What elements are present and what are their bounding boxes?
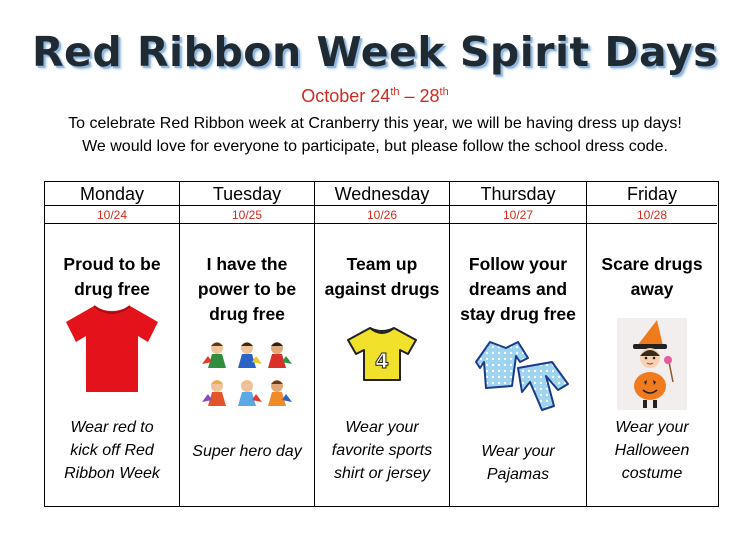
superhero-kids-icon — [180, 338, 314, 414]
pajamas-icon — [450, 332, 586, 412]
theme-line: Proud to be — [63, 254, 161, 274]
day-header: Wednesday — [315, 182, 449, 206]
date-separator: – — [399, 86, 420, 106]
halloween-costume-icon — [587, 318, 717, 410]
theme-line: Follow your — [468, 254, 568, 274]
description-line: favorite sports — [331, 442, 433, 459]
date-range — [0, 86, 750, 107]
theme-line: dreams and — [468, 279, 568, 299]
day-date: 10/25 — [180, 206, 314, 224]
day-description — [45, 416, 179, 485]
theme-line: Team up — [346, 254, 418, 274]
intro-line-2: We would love for everyone to participate, but please follow the school dress code. — [82, 138, 668, 155]
description-line: Wear your — [345, 419, 419, 436]
day-header: Monday — [45, 182, 179, 206]
day-theme — [587, 252, 717, 302]
jersey-number: 4 — [375, 349, 389, 373]
day-header: Thursday — [450, 182, 586, 206]
date-end-suffix: th — [439, 86, 449, 98]
red-tshirt-icon — [45, 302, 179, 394]
day-theme — [45, 252, 179, 302]
column-friday — [587, 182, 717, 506]
intro-text — [0, 112, 750, 158]
day-description — [180, 440, 314, 463]
sports-jersey-icon — [315, 324, 449, 384]
description-line: Pajamas — [486, 466, 550, 483]
description-line: Wear red to — [70, 419, 154, 436]
description-line: Wear your — [481, 443, 555, 460]
theme-line: I have the — [206, 254, 288, 274]
column-wednesday — [315, 182, 450, 506]
description-line: Super hero day — [192, 443, 302, 460]
description-line: Halloween — [614, 442, 690, 459]
date-end: 28 — [419, 86, 440, 106]
theme-line: against drugs — [324, 279, 440, 299]
column-thursday — [450, 182, 587, 506]
theme-line: power to be — [197, 279, 297, 299]
theme-line: stay drug free — [460, 304, 576, 324]
day-date: 10/24 — [45, 206, 179, 224]
intro-line-1: To celebrate Red Ribbon week at Cranberry this year, we will be having dress up days! — [68, 115, 682, 132]
description-line: kick off Red — [70, 442, 154, 459]
theme-line: Scare drugs — [601, 254, 703, 274]
description-line: shirt or jersey — [333, 465, 431, 482]
theme-line: away — [630, 279, 674, 299]
column-tuesday — [180, 182, 315, 506]
date-start-suffix: th — [390, 86, 400, 98]
day-theme — [315, 252, 449, 302]
day-description — [587, 416, 717, 485]
day-theme — [450, 252, 586, 327]
day-date: 10/27 — [450, 206, 586, 224]
day-header: Tuesday — [180, 182, 314, 206]
spirit-days-table — [44, 181, 719, 507]
description-line: Wear your — [615, 419, 689, 436]
day-header: Friday — [587, 182, 717, 206]
description-line: Ribbon Week — [64, 465, 160, 482]
page-title: Red Ribbon Week Spirit Days — [31, 28, 719, 76]
theme-line: drug free — [74, 279, 150, 299]
day-description — [315, 416, 449, 485]
day-date: 10/26 — [315, 206, 449, 224]
date-start: October 24 — [301, 86, 391, 106]
day-theme — [180, 252, 314, 327]
column-monday — [45, 182, 180, 506]
day-date: 10/28 — [587, 206, 717, 224]
description-line: costume — [621, 465, 683, 482]
theme-line: drug free — [209, 304, 285, 324]
day-description — [450, 440, 586, 486]
